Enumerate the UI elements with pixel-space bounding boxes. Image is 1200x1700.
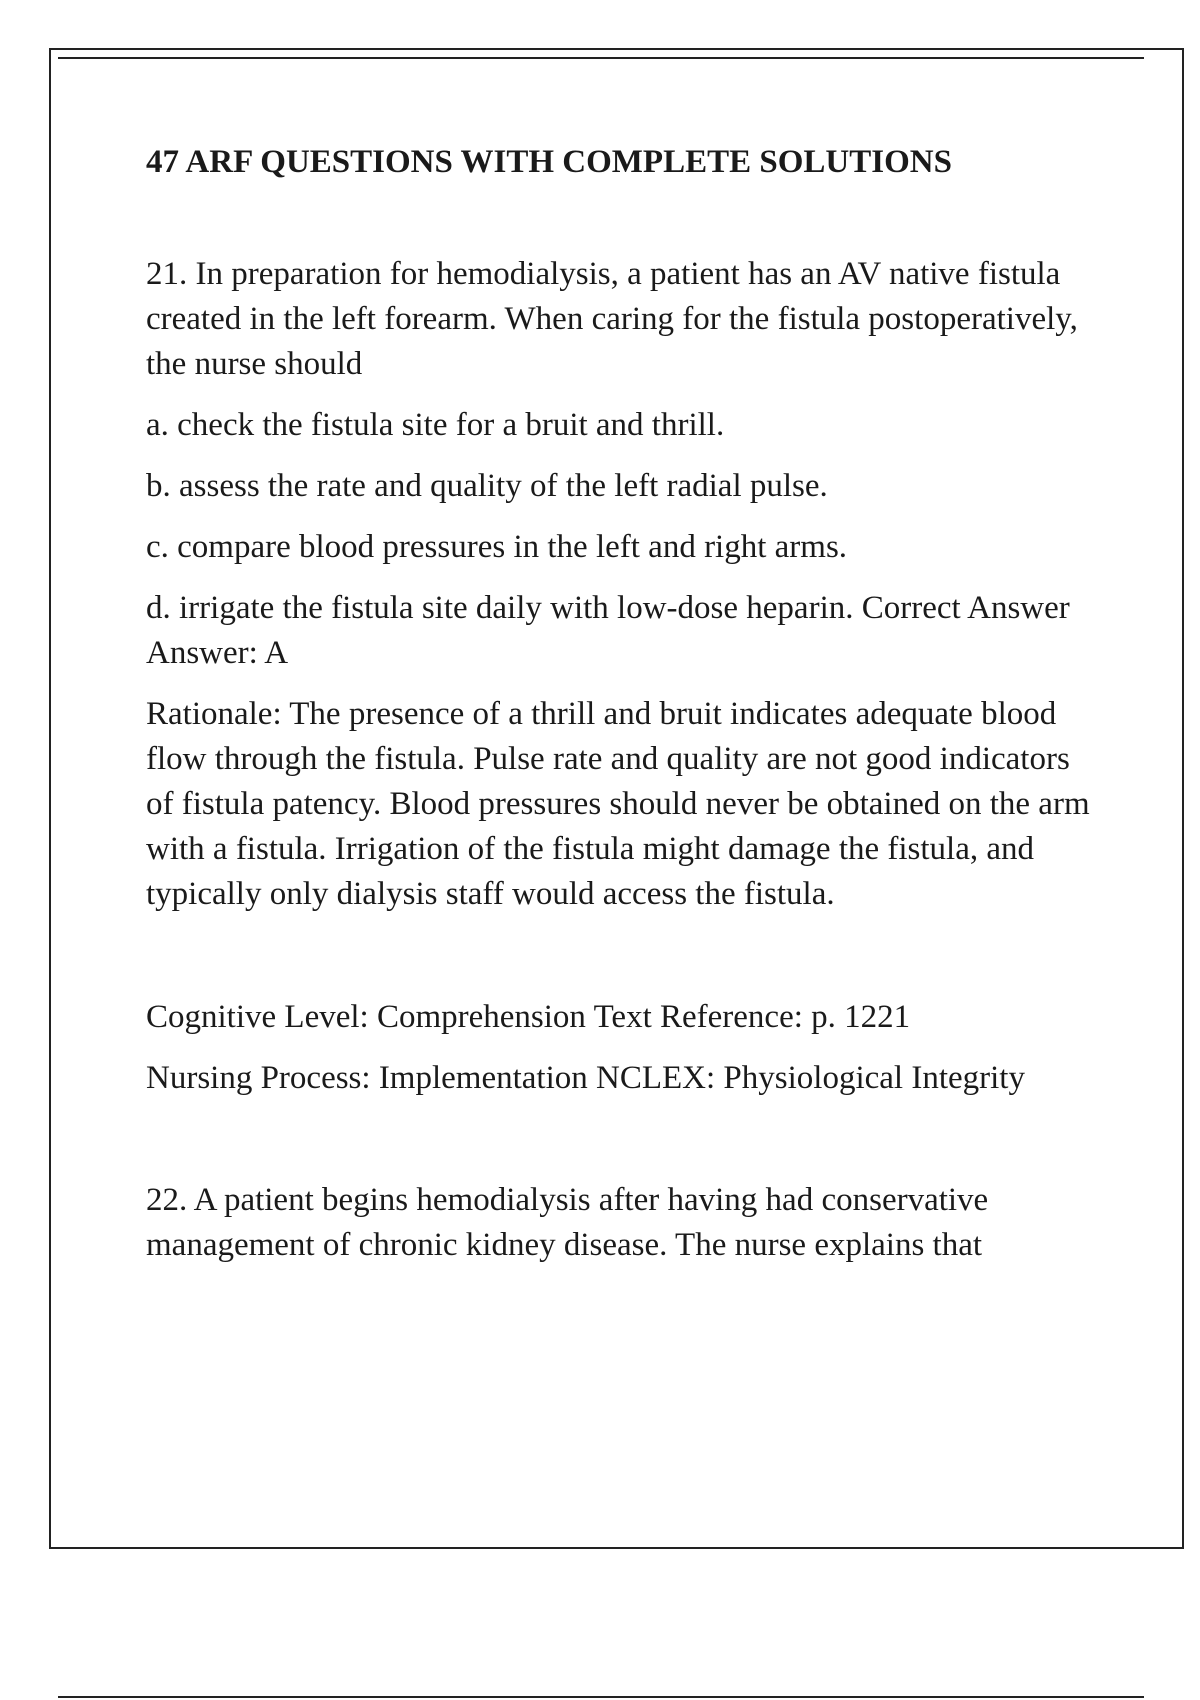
footer-rule [58, 1696, 1144, 1698]
document-title: 47 ARF QUESTIONS WITH COMPLETE SOLUTIONS [146, 144, 952, 180]
question-21-option-c: c. compare blood pressures in the left and right arms. [146, 529, 848, 565]
question-22-stem: 22. A patient begins hemodialysis after having had conservative management of chronic kidney disease. The nurse explains that [146, 1182, 989, 1263]
question-21-option-a: a. check the fistula site for a bruit and thrill. [146, 407, 725, 443]
question-21-stem: 21. In preparation for hemodialysis, a patient has an AV native fistula created in the left forearm. When caring for the fistula postoperatively, the nurse should [146, 256, 1078, 382]
header-rule [58, 57, 1144, 59]
question-21-cognitive-level: Cognitive Level: Comprehension Text Reference: p. 1221 [146, 999, 911, 1035]
question-21-rationale: Rationale: The presence of a thrill and bruit indicates adequate blood flow through the fistula. Pulse rate and quality are not good indicators of fistula patency. Blood pressures should never be obtained on the arm with a fistula. Irrigation of the fistula might damage the fistula, and typically only dialysis staff would access the fistula. [146, 696, 1090, 912]
question-21-nursing-process: Nursing Process: Implementation NCLEX: Physiological Integrity [146, 1060, 1025, 1096]
question-21-option-b: b. assess the rate and quality of the left radial pulse. [146, 468, 828, 504]
question-21-option-d: d. irrigate the fistula site daily with low-dose heparin. Correct Answer Answer: A [146, 590, 1070, 671]
document-body [146, 140, 1096, 1268]
